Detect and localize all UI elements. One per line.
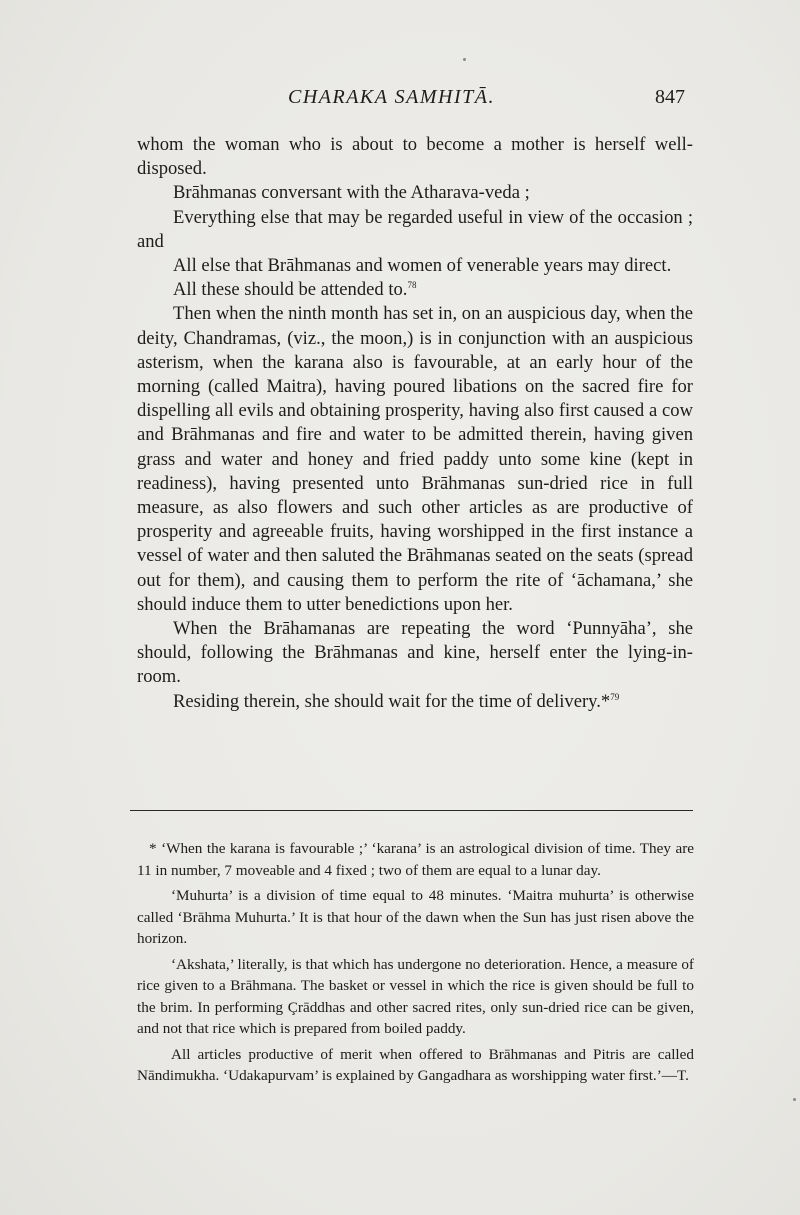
paragraph: When the Brāhamanas are repeating the word ‘Punnyāha’, she should, following the Brāhmanas and kine, herself enter the lying-in-room. [137, 618, 693, 688]
footnote: ‘Akshata,’ literally, is that which has undergone no deterioration. Hence, a measure of rice given to a Brāhmana. The basket or vessel in which the rice is given should be full to the brim. In performing Çrāddhas and other sacred rites, only sun-dried rice can be given, and not that rice which is prepared from boiled paddy. [137, 955, 694, 1037]
paragraph: whom the woman who is about to become a mother is herself well-disposed. [137, 134, 693, 180]
footnote: * ‘When the karana is favourable ;’ ‘karana’ is an astrological division of time. They are 11 in number, 7 moveable and 4 fixed ; two of them are equal to a lunar day. [137, 840, 694, 879]
page-header [138, 82, 693, 112]
main-text [137, 133, 693, 714]
footnote: All articles productive of merit when offered to Brāhmanas and Pitris are called Nāndimukha. ‘Udakapurvam’ is explained by Gangadhara as worshipping water first.’—T. [137, 1045, 694, 1084]
footnote-divider [130, 810, 693, 811]
footnote-ref: 79 [610, 691, 620, 702]
paragraph: Brāhmanas conversant with the Atharava-veda ; [173, 182, 530, 204]
paper-speck [793, 1098, 796, 1101]
footnote: ‘Muhurta’ is a division of time equal to 48 minutes. ‘Maitra muhurta’ is otherwise called ‘Brāhma Muhurta.’ It is that hour of the dawn when the Sun has just risen above the horizon. [137, 887, 694, 947]
footnote-ref: 78 [407, 280, 417, 291]
paragraph: Residing therein, she should wait for the time of delivery.*$^{79}$ [173, 690, 620, 712]
paragraph: All these should be attended to.$^{78}$ [173, 279, 417, 301]
paragraph: All else that Brāhmanas and women of venerable years may direct. [173, 255, 672, 277]
page-number: 847 [655, 86, 685, 108]
paragraph: Everything else that may be regarded useful in view of the occasion ; and [137, 206, 693, 252]
footnotes [137, 838, 694, 1091]
paragraph: Then when the ninth month has set in, on an auspicious day, when the deity, Chandramas, (viz., the moon,) is in conjunction with an auspicious asterism, when the karana also is favourable, at an early hour of the morning (called Maitra), having poured libations on the sacred fire for dispelling all evils and obtaining prosperity, having also first caused a cow and Brāhmanas and fire and water to be admitted therein, having given grass and water and honey and fried paddy unto some kine (kept in readiness), having presented unto Brāhmanas sun-dried rice in full measure, as also flowers and such other articles as are productive of prosperity and agreeable fruits, having worshipped in the first instance a vessel of water and then saluted the Brāhmanas seated on the seats (spread out for them), and causing them to perform the rite of ‘āchamana,’ she should induce them to utter benedictions upon her. [137, 303, 693, 615]
paper-speck [463, 58, 466, 61]
running-title: CHARAKA SAMHITĀ. [288, 86, 495, 108]
